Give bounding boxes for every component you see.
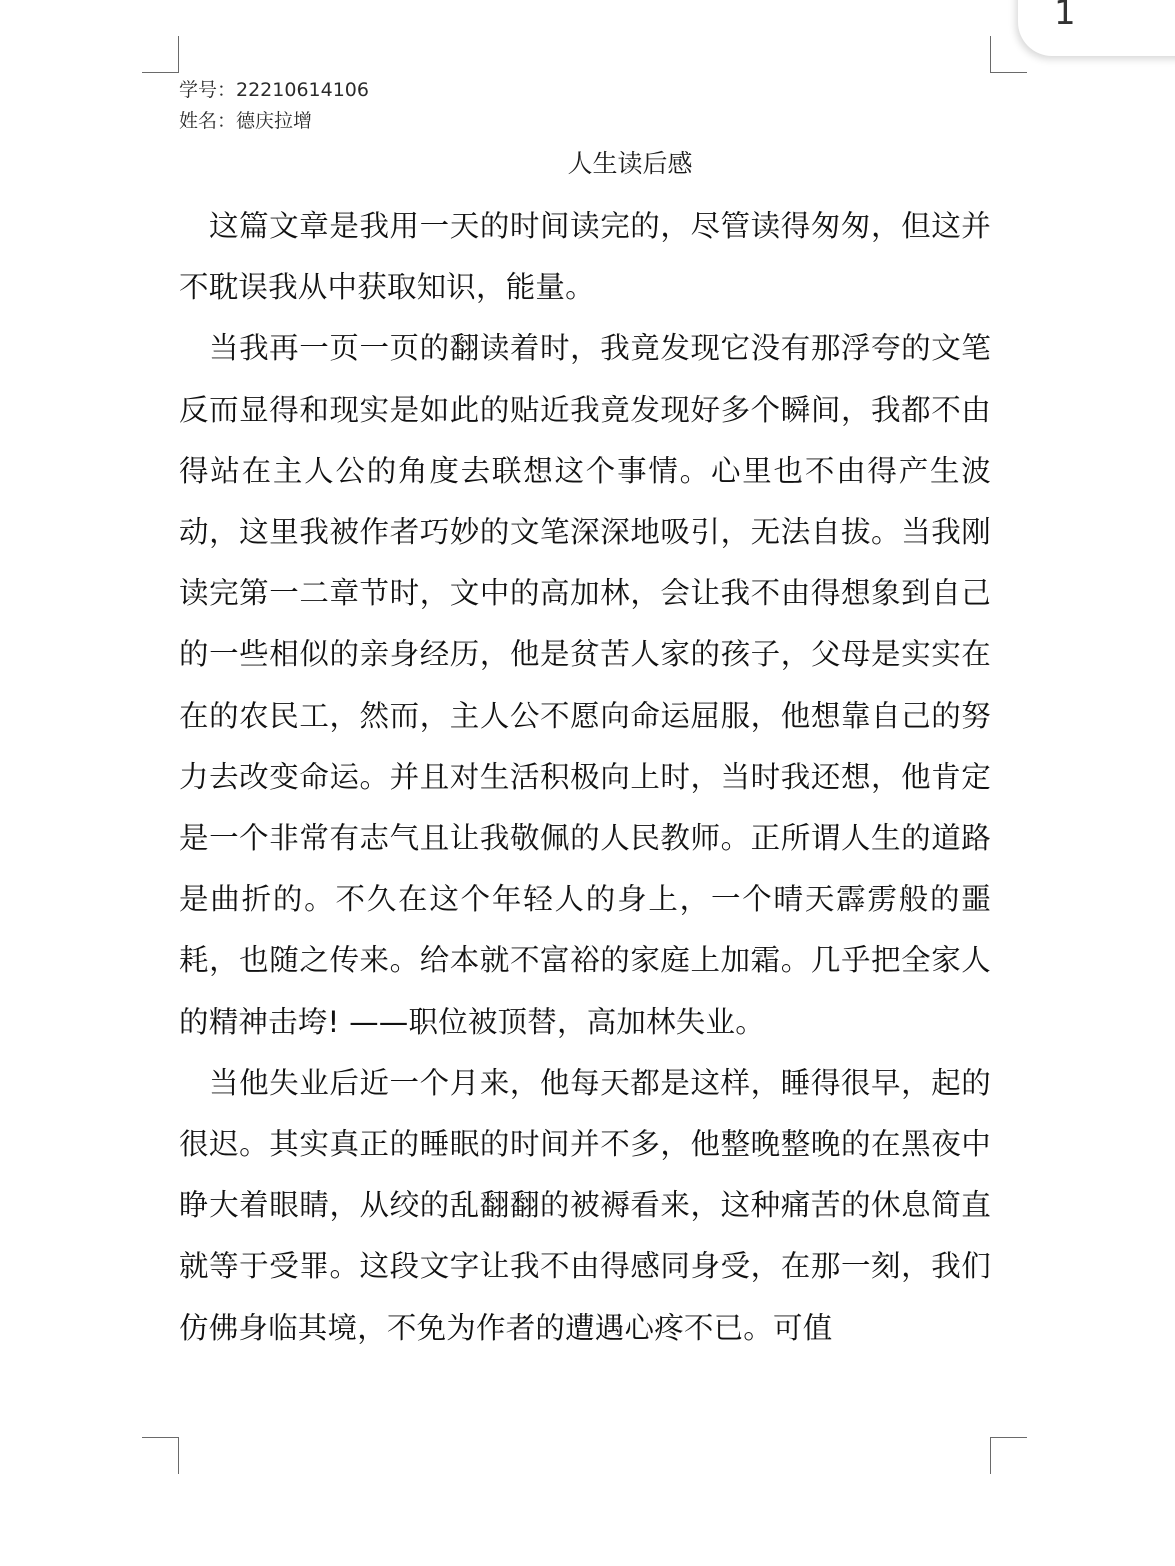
crop-mark-bottom-left <box>142 1437 179 1474</box>
page-number-badge <box>1018 0 1175 56</box>
crop-mark-top-left <box>142 36 179 73</box>
student-id: 学号：22210614106 <box>179 79 369 101</box>
document-title: 人生读后感 <box>567 149 693 178</box>
page-number: 1 <box>1054 0 1076 33</box>
paragraph: 当我再一页一页的翻读着时，我竟发现它没有那浮夸的文笔反而显得和现实是如此的贴近我竟发现好多个瞬间，我都不由得站在主人公的角度去联想这个事情。心里也不由得产生波动，这里我被作者巧妙的文笔深深地吸引，无法自拔。当我刚读完第一二章节时，文中的高加林，会让我不由得想象到自己的一些相似的亲身经历，他是贫苦人家的孩子，父母是实实在在的农民工，然而，主人公不愿向命运屈服，他想靠自己的努力去改变命运。并且对生活积极向上时，当时我还想，他肯定是一个非常有志气且让我敬佩的人民教师。正所谓人生的道路是曲折的。不久在这个年轻人的身上，一个晴天霹雳般的噩耗，也随之传来。给本就不富裕的家庭上加霜。几乎把全家人的精神击垮! ——职位被顶替，高加林失业。 <box>179 331 991 1039</box>
paragraph: 这篇文章是我用一天的时间读完的，尽管读得匆匆，但这并不耽误我从中获取知识，能量。 <box>179 209 991 305</box>
paragraph: 当他失业后近一个月来，他每天都是这样，睡得很早，起的很迟。其实真正的睡眠的时间并不多，他整晚整晚的在黑夜中睁大着眼睛，从绞的乱翻翻的被褥看来，这种痛苦的休息简直就等于受罪。这段文字让我不由得感同身受，在那一刻，我们仿佛身临其境，不免为作者的遭遇心疼不已。可值 <box>179 1065 991 1345</box>
document-header <box>179 75 369 137</box>
student-name: 姓名：德庆拉增 <box>179 110 313 132</box>
crop-mark-top-right <box>990 36 1027 73</box>
crop-mark-bottom-right <box>990 1437 1027 1474</box>
document-body <box>179 196 991 1359</box>
